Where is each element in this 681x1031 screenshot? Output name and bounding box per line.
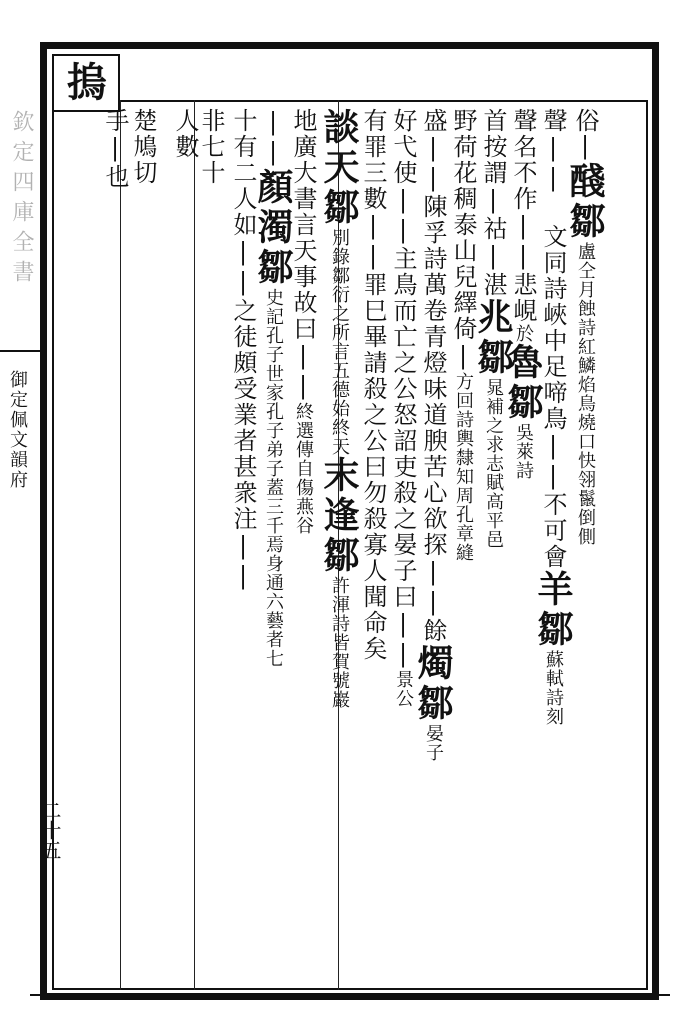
text-column: [358, 108, 388, 662]
text-column: [570, 108, 600, 134]
headword-phrase: 顏濁鄒: [252, 168, 294, 288]
text-column: [472, 108, 514, 549]
text-column: [252, 108, 294, 668]
headword-phrase: 魯鄒: [502, 343, 544, 423]
annotation-text: 許渾詩皆賀號巖: [329, 576, 350, 709]
body-text: 非七十: [197, 108, 225, 186]
annotation-text: 史記孔子世家孔子弟子蓋三千焉身通六藝者七: [263, 288, 284, 668]
text-column: [228, 108, 258, 592]
text-column: [502, 108, 544, 480]
body-text: 有罪三數||罪巳畢請殺之公曰勿殺寡人聞命矣: [359, 108, 387, 662]
book-title: 御定佩文韻府: [7, 370, 28, 490]
body-text: 好弋使||主鳥而亡之公怒詔吏殺之晏子曰||: [389, 108, 417, 670]
text-column: [412, 108, 454, 762]
body-text: 盛||陳孚詩萬卷青燈味道腴苦心欲探||餘: [419, 108, 447, 644]
column-rule: [120, 100, 121, 990]
body-text: 十有二人如||之徒頗受業者甚衆注||: [229, 108, 257, 592]
body-text: 野荷花稠泰山: [449, 108, 477, 264]
headword-phrase: 兆鄒: [472, 298, 514, 378]
body-text: 地廣大書言天事故曰||: [289, 108, 317, 402]
page-number: 二十五: [38, 800, 62, 860]
body-text: 手|也: [101, 108, 129, 190]
page-margin: [0, 0, 62, 1031]
annotation-text: 晁補之求志賦高平邑: [483, 378, 504, 549]
text-column: [196, 108, 226, 186]
headword-phrase: 談天鄒: [318, 108, 360, 228]
body-text: ||: [259, 108, 287, 168]
headword-phrase: 燭鄒: [412, 644, 454, 724]
text-column: [388, 108, 418, 708]
running-title: 欽定四庫全書: [9, 110, 34, 290]
body-text: 俗: [571, 108, 599, 134]
body-text: 兒: [449, 264, 477, 290]
text-column: [128, 108, 158, 186]
body-text: 楚鳩切: [129, 108, 157, 186]
body-text: 首按謂|祜|湛: [479, 108, 507, 298]
body-text: 聲名不作||悲峴: [509, 108, 537, 324]
annotation-text: 吳萊詩: [513, 423, 534, 480]
text-column: [318, 108, 360, 709]
headword-phrase: 末逢鄒: [318, 456, 360, 576]
text-column: [564, 132, 606, 546]
annotation-text: 別錄鄒衍之所言五德始終天: [329, 228, 350, 456]
text-column: [170, 108, 200, 160]
body-text: 人數: [171, 108, 199, 160]
annotation-text: 方回詩輿隸知周孔章縫: [453, 372, 474, 562]
annotation-text: 晏子: [423, 724, 444, 762]
rime-header-char: 摀: [67, 59, 107, 106]
column-rule: [194, 100, 195, 990]
text-column: [448, 108, 478, 562]
bottom-rule: [30, 994, 670, 996]
headword-phrase: 醆鄒: [564, 162, 606, 242]
annotation-text: 於: [513, 324, 534, 343]
annotation-text: 盧仝月蝕詩紅鱗焰鳥燒口快翎鬣倒側: [575, 242, 596, 546]
annotation-text: 蘇軾詩刻: [543, 650, 564, 726]
body-text: 繹倚|: [449, 290, 477, 372]
annotation-text: 終選傳自傷燕谷: [293, 402, 314, 535]
headword-phrase: 羊鄒: [532, 570, 574, 650]
text-column: [100, 108, 130, 190]
body-text: |: [571, 132, 599, 162]
body-text: 聲|| 文同詩峽中足啼鳥||不可會: [539, 108, 567, 570]
annotation-text: 景公: [393, 670, 414, 708]
